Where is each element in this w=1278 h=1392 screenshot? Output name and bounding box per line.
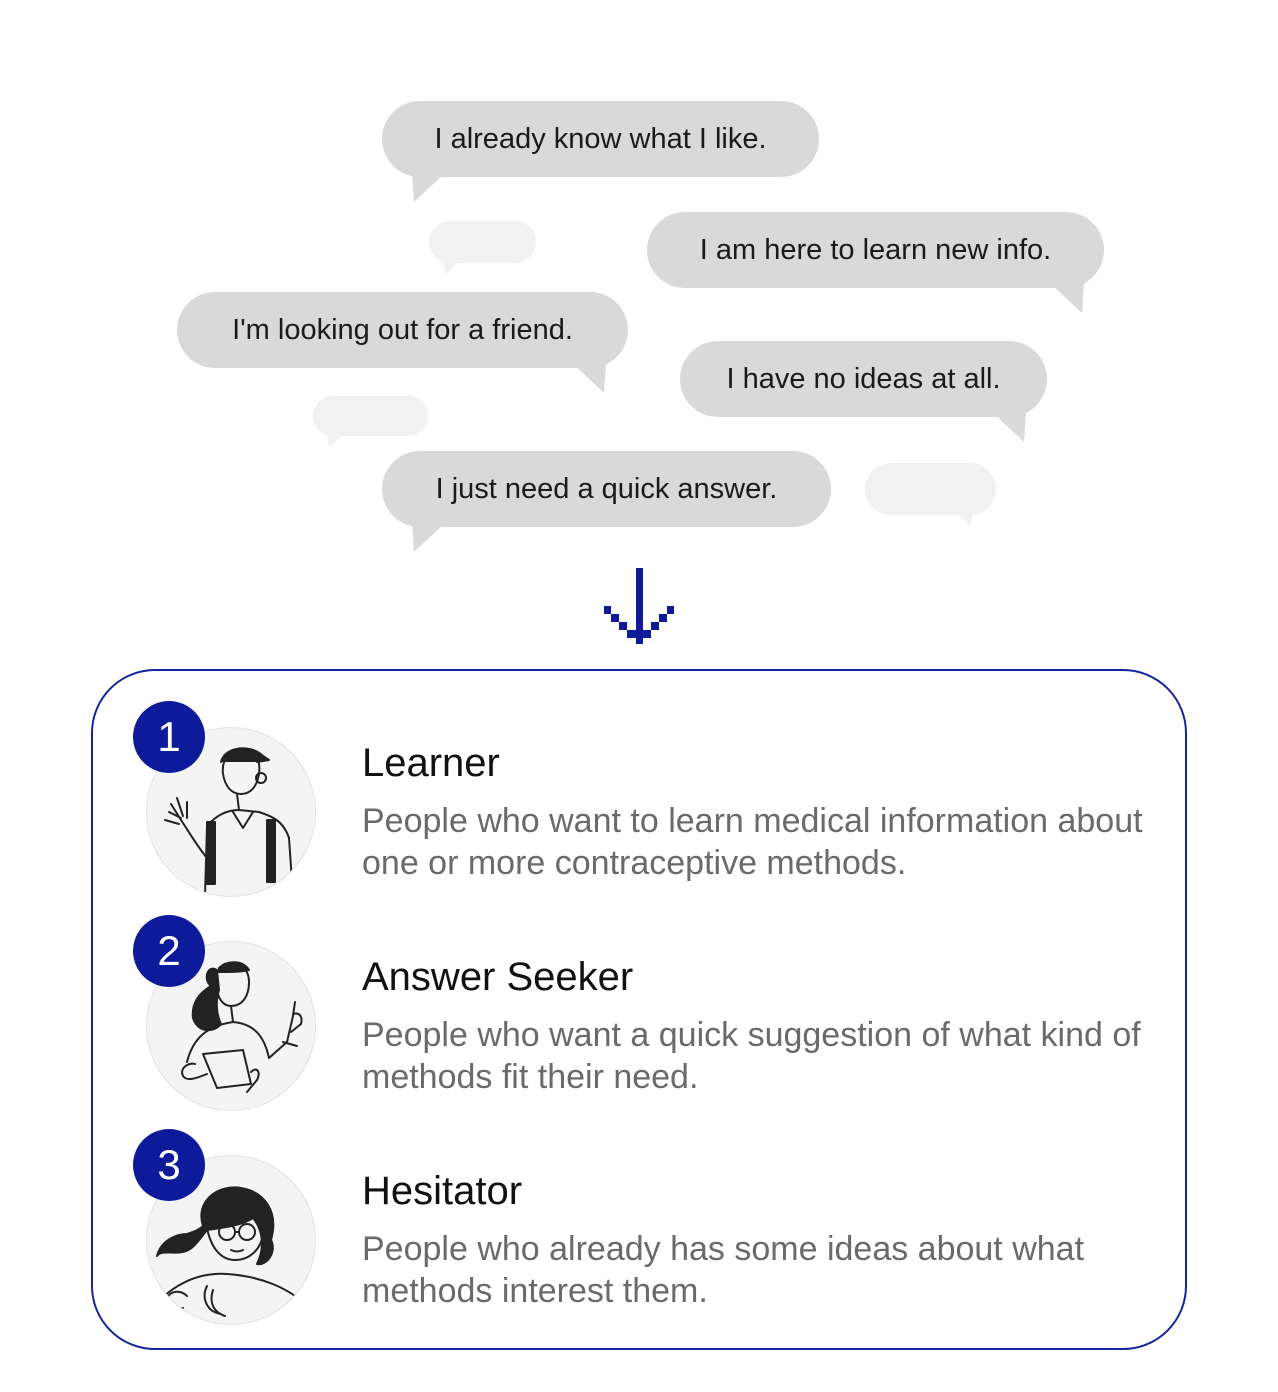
speech-bubble-tail (412, 522, 446, 554)
speech-bubble: I just need a quick answer. (382, 451, 831, 527)
persona-number-badge: 3 (133, 1129, 205, 1201)
persona-description: People who already has some ideas about what methods interest them. (362, 1230, 1085, 1310)
ghost-bubble-tail (324, 431, 348, 449)
ghost-bubble (429, 221, 536, 263)
speech-bubble: I am here to learn new info. (647, 212, 1104, 288)
persona-learner (93, 701, 1189, 901)
persona-description: People who want a quick suggestion of what kind of methods fit their need. (362, 1016, 1141, 1096)
speech-bubble: I'm looking out for a friend. (177, 292, 628, 368)
speech-bubble-tail (572, 363, 606, 395)
persona-hesitator (93, 1129, 1189, 1329)
persona-title: Learner (362, 741, 500, 785)
persona-number-badge: 2 (133, 915, 205, 987)
persona-title: Answer Seeker (362, 955, 634, 999)
speech-bubble-tail (1050, 283, 1084, 315)
persona-description: People who want to learn medical information about one or more contraceptive methods. (362, 802, 1143, 882)
ghost-bubble-tail (952, 509, 976, 529)
speech-bubble: I have no ideas at all. (680, 341, 1047, 417)
speech-bubble-tail (992, 412, 1026, 444)
ghost-bubble-tail (440, 258, 464, 276)
ghost-bubble (865, 463, 996, 515)
persona-panel (91, 669, 1187, 1350)
arrow-down-icon (603, 566, 675, 646)
persona-answer-seeker (93, 915, 1189, 1115)
speech-bubble-tail (412, 172, 446, 204)
ghost-bubble (313, 396, 428, 436)
persona-number-badge: 1 (133, 701, 205, 773)
persona-title: Hesitator (362, 1169, 523, 1213)
speech-bubble: I already know what I like. (382, 101, 819, 177)
